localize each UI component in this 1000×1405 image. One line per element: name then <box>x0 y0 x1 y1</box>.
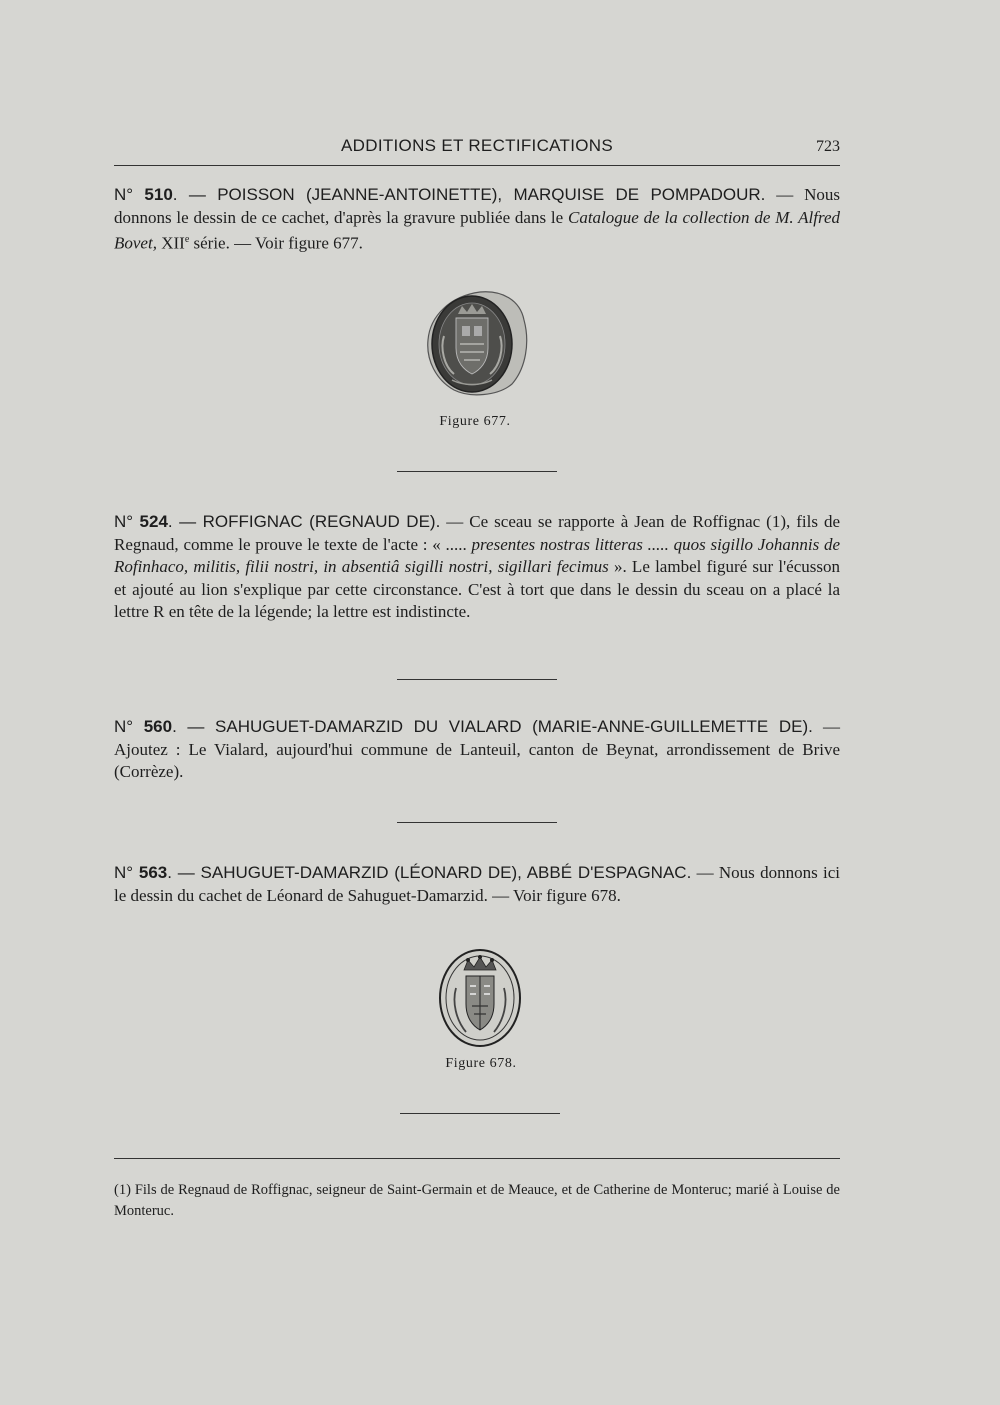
figure-678-seal <box>438 948 522 1048</box>
entry-text: — Ajoutez : Le Vialard, aujourd'hui commune de Lanteuil, canton de Beynat, arrondissement de Brive (Corrèze). <box>114 717 840 782</box>
running-head <box>114 136 840 160</box>
section-rule <box>400 1113 560 1114</box>
entry-number-prefix: N° <box>114 717 144 736</box>
entry-text: ». Le lambel figuré sur l'écusson et ajouté au lion s'explique par cette circonstance. C'est à tort que dans le dessin du sceau on a placé la lettre R en tête de la légende; la lettre est indistincte. <box>114 557 841 622</box>
entry-dash: . — <box>167 863 201 882</box>
footnote-marker: (1) <box>114 1182 131 1198</box>
entry-text: XII <box>156 233 185 253</box>
section-rule <box>397 822 557 823</box>
entry-number-prefix: N° <box>114 512 140 531</box>
entry-text: — Nous donnons le dessin de ce cachet, d'après la gravure publiée dans le <box>114 185 840 227</box>
entry-heading: ROFFIGNAC (REGNAUD DE). <box>202 512 441 531</box>
entry-524 <box>114 511 840 624</box>
entry-number: 524 <box>139 512 168 531</box>
pompadour-seal-image <box>420 286 535 401</box>
sahuguet-seal-image <box>438 948 522 1048</box>
footnote-text: Fils de Regnaud de Roffignac, seigneur de Saint-Germain et de Meauce, et de Catherine de Monteruc; marié à Louise de Monteruc. <box>114 1182 840 1219</box>
entry-dash: . — <box>167 512 203 531</box>
entry-italic: presentes nostras litteras ..... quos sigillo Johannis de Rofinhaco, militis, filii nostri, in absentiâ sigilli nostri, sigillari fecimus <box>114 534 840 577</box>
figure-678-caption: Figure 678. <box>445 1056 517 1071</box>
entry-number: 510 <box>144 185 173 204</box>
entry-560 <box>114 716 840 784</box>
section-rule <box>397 471 557 472</box>
section-rule <box>397 679 557 680</box>
entry-superscript: e <box>184 234 190 246</box>
entry-italic: Catalogue de la collection de M. Alfred Bovet, <box>114 207 840 253</box>
footnote <box>114 1180 840 1222</box>
entry-number: 560 <box>143 717 173 736</box>
entry-heading: SAHUGUET-DAMARZID (LÉONARD DE), ABBÉ D'ESPAGNAC. <box>200 863 692 882</box>
footnote-rule <box>114 1158 840 1159</box>
entry-heading: POISSON (JEANNE-ANTOINETTE), MARQUISE DE POMPADOUR. <box>217 185 766 204</box>
figure-677-seal <box>420 286 535 401</box>
entry-text: série. — Voir figure 677. <box>189 233 363 253</box>
figure-677-caption: Figure 677. <box>439 414 511 429</box>
entry-number: 563 <box>138 863 168 882</box>
header-rule <box>114 165 840 166</box>
entry-dash: . — <box>172 717 216 736</box>
entry-563 <box>114 862 840 907</box>
entry-number-prefix: N° <box>114 863 139 882</box>
entry-dash: . — <box>172 185 218 204</box>
entry-text: — Ce sceau se rapporte à Jean de Roffignac (1), fils de Regnaud, comme le prouve le texte de l'acte : « ..... <box>114 512 840 554</box>
entry-number-prefix: N° <box>114 185 145 204</box>
entry-heading: SAHUGUET-DAMARZID DU VIALARD (MARIE-ANNE-GUILLEMETTE DE). <box>215 717 813 736</box>
entry-510 <box>114 184 840 255</box>
entry-text: — Nous donnons ici le dessin du cachet de Léonard de Sahuguet-Damarzid. — Voir figure 678. <box>114 863 841 905</box>
page-number: 723 <box>816 138 840 155</box>
running-head-title: ADDITIONS ET RECTIFICATIONS <box>341 136 613 155</box>
